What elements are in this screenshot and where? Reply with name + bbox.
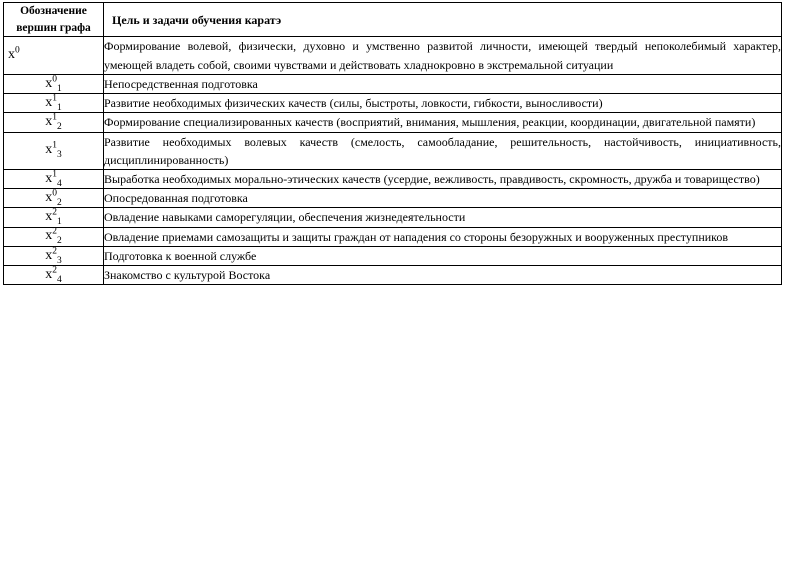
notation-subscript: 1	[57, 102, 62, 113]
cell-notation	[4, 74, 104, 93]
notation-subscript: 1	[57, 83, 62, 94]
goal-text: Знакомство с культурой Востока	[104, 268, 271, 283]
notation-base: x	[45, 75, 53, 91]
cell-goal	[104, 132, 782, 169]
cell-goal	[104, 208, 782, 227]
notation-base: x	[45, 209, 53, 225]
cell-notation	[4, 113, 104, 132]
column-header-goal: Цель и задачи обучения каратэ	[104, 3, 782, 37]
cell-notation	[4, 189, 104, 208]
cell-goal	[104, 189, 782, 208]
cell-goal	[104, 266, 782, 285]
notation-subscript: 4	[57, 274, 62, 285]
notation-subscript: 2	[57, 121, 62, 132]
notation-superscript: 2	[52, 207, 57, 218]
cell-goal	[104, 74, 782, 93]
notation-superscript: 1	[52, 112, 57, 123]
notation-subscript: 1	[57, 216, 62, 227]
cell-notation	[4, 246, 104, 265]
notation-base: x	[45, 142, 53, 158]
notation-superscript: 0	[52, 188, 57, 199]
goal-text: Овладение навыками саморегуляции, обеспечения жизнедеятельности	[104, 210, 466, 225]
notation-base: x	[45, 114, 53, 129]
cell-notation	[4, 37, 104, 74]
goal-text: Подготовка к военной службе	[104, 248, 257, 263]
karate-training-goals-table	[3, 2, 782, 285]
notation-base: x	[45, 94, 53, 110]
notation-subscript: 4	[57, 178, 62, 189]
notation-superscript: 1	[52, 93, 57, 104]
cell-notation	[4, 169, 104, 188]
goal-text: Опосредованная подготовка	[104, 191, 248, 206]
cell-notation	[4, 227, 104, 246]
notation-superscript: 1	[52, 140, 57, 151]
table-row	[4, 74, 782, 93]
cell-notation	[4, 94, 104, 113]
goal-text: Выработка необходимых морально-этических качеств (усердие, вежливость, правдивость, скромность, дружба и товарищество)	[104, 171, 760, 186]
notation-superscript: 1	[52, 169, 57, 180]
table-row	[4, 189, 782, 208]
notation-superscript: 0	[15, 45, 20, 56]
goal-text: Непосредственная подготовка	[104, 76, 258, 91]
notation-base: x	[45, 266, 53, 282]
table-row	[4, 208, 782, 227]
notation-base: x	[45, 170, 53, 186]
notation-superscript: 2	[52, 265, 57, 276]
cell-notation	[4, 266, 104, 285]
cell-goal	[104, 94, 782, 113]
notation-subscript: 2	[57, 197, 62, 208]
notation-subscript: 2	[57, 236, 62, 247]
notation-subscript: 3	[57, 150, 62, 161]
table-row	[4, 113, 782, 132]
notation-superscript: 0	[52, 73, 57, 84]
goal-text: Развитие необходимых волевых качеств (смелость, самообладание, решительность, настойчивость, инициативность, дисциплинированность)	[104, 134, 781, 167]
goal-text: Формирование волевой, физически, духовно и умственно развитой личности, имеющей твердый непоколебимый характер, умеющей владеть собой, своими чувствами и действовать хладнокровно в экстремальной ситуации	[104, 39, 781, 72]
table-row	[4, 94, 782, 113]
goal-text: Овладение приемами самозащиты и защиты граждан от нападения со стороны безоружных и вооруженных преступников	[104, 229, 729, 244]
cell-goal	[104, 113, 782, 132]
table-row	[4, 169, 782, 188]
table-row	[4, 246, 782, 265]
table-row	[4, 227, 782, 246]
goal-text: Формирование специализированных качеств (восприятий, внимания, мышления, реакции, координации, двигательной памяти)	[104, 115, 756, 130]
table-row	[4, 266, 782, 285]
goal-text: Развитие необходимых физических качеств (силы, быстроты, ловкости, гибкости, выносливости)	[104, 96, 603, 111]
table-row	[4, 37, 782, 74]
cell-notation	[4, 208, 104, 227]
cell-goal	[104, 227, 782, 246]
notation-base: x	[45, 247, 53, 263]
notation-subscript: 3	[57, 255, 62, 266]
notation-base: x	[45, 189, 53, 205]
column-header-notation: Обозначение вершин графа	[4, 3, 104, 37]
table-header-row	[4, 3, 782, 37]
notation-base: x	[45, 228, 53, 244]
notation-superscript: 2	[52, 245, 57, 256]
cell-goal	[104, 246, 782, 265]
cell-goal	[104, 37, 782, 74]
table-row	[4, 132, 782, 169]
notation-base: x	[8, 47, 15, 63]
notation-superscript: 2	[52, 226, 57, 237]
table-header	[4, 3, 782, 37]
cell-notation	[4, 132, 104, 169]
table-body	[4, 37, 782, 285]
cell-goal	[104, 169, 782, 188]
